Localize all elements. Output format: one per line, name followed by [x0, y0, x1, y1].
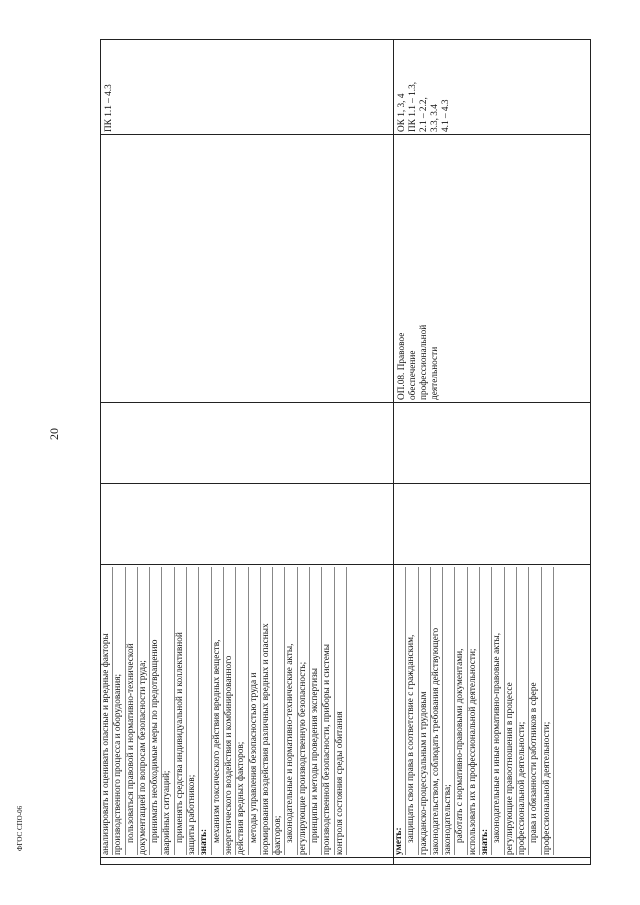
requirement-line: регулирующие производственную безопасность; [298, 567, 310, 855]
competence-codes-cell [394, 40, 591, 135]
requirement-line: профессиональной деятельности; [542, 567, 554, 855]
competence-codes [394, 42, 452, 132]
requirement-line: профессиональной деятельности; [517, 567, 529, 855]
footer-code: ФГОС СПО-06 [16, 805, 24, 851]
requirement-line: анализировать и оценивать опасные и вредные факторы [101, 567, 113, 855]
section-heading: уметь: [394, 567, 406, 855]
discipline-line: профессиональной [419, 324, 429, 400]
discipline-cell [101, 135, 394, 403]
requirement-line: энергетического воздействия и комбинированного [224, 567, 236, 855]
requirement-line: производственной безопасности, приборы и системы [322, 567, 334, 855]
discipline-line: деятельности [430, 346, 440, 400]
requirement-line: методы управления безопасностью труда и [249, 567, 261, 855]
section-heading: знать: [480, 567, 492, 855]
requirement-line: принимать необходимые меры по предотвращению [150, 567, 162, 855]
competence-code-line: ОК 1, 3, 4 [397, 93, 407, 132]
empty-cell [394, 484, 591, 565]
discipline-cell [394, 135, 591, 403]
requirement-line: защиты работников; [187, 567, 199, 855]
row-index-cell [101, 858, 394, 865]
requirement-line: нормирования воздействия различных вредных и опасных [261, 567, 273, 855]
empty-cell [101, 484, 394, 565]
requirements-cell [101, 565, 394, 858]
requirement-line: законодательные и нормативно-технические акты, [285, 567, 297, 855]
requirement-line: работать с нормативно-правовыми документами, [455, 567, 467, 855]
discipline-line: ОП.08. Правовое [397, 332, 407, 400]
requirement-line: использовать их в профессиональной деятельности; [468, 567, 480, 855]
requirement-line: документацией по вопросам безопасности труда; [138, 567, 150, 855]
competence-code-line: ПК 1.1 – 1.3, [408, 81, 418, 132]
page-number: 20 [47, 428, 61, 440]
requirement-line: пользоваться правовой и нормативно-технической [126, 567, 138, 855]
table-row [394, 40, 591, 865]
requirements-list [101, 567, 347, 855]
requirement-line: производственного процесса и оборудования; [113, 567, 125, 855]
requirement-line: действия вредных факторов; [236, 567, 248, 855]
competence-codes-cell [101, 40, 394, 135]
discipline-line: обеспечение [408, 350, 418, 400]
competence-code-line: 2.1 – 2.2, [419, 97, 429, 132]
requirement-line: аварийных ситуаций; [162, 567, 174, 855]
empty-cell [101, 403, 394, 484]
table-row [101, 40, 394, 865]
requirement-line: защищать свои права в соответствие с гражданским, [406, 567, 418, 855]
row-index-cell [394, 858, 591, 865]
competence-table [100, 39, 591, 865]
requirement-line: применять средства индивидуальной и коллективной [175, 567, 187, 855]
requirement-line: законодательные и иные нормативно-правовые акты, [492, 567, 504, 855]
empty-cell [394, 403, 591, 484]
requirements-list [394, 567, 554, 855]
requirement-line: принципы и методы проведения экспертизы [310, 567, 322, 855]
requirement-line: контроля состояния среды обитания [335, 567, 347, 855]
competence-codes: ПК 1.1 – 4.3 [104, 84, 114, 132]
requirements-cell [394, 565, 591, 858]
competence-code-line: 3.3, 3.4 [430, 104, 440, 132]
requirement-line: механизм токсического действия вредных веществ, [212, 567, 224, 855]
requirement-line: гражданско-процессуальным и трудовым [419, 567, 431, 855]
requirement-line: законодательством, соблюдать требования действующего [431, 567, 443, 855]
requirement-line: законодательства; [443, 567, 455, 855]
section-heading: знать: [199, 567, 211, 855]
competence-code-line: 4.1 – 4.3 [441, 99, 451, 132]
requirement-line: факторов; [273, 567, 285, 855]
rotated-table-container [100, 40, 590, 865]
requirement-line: права и обязанности работников в сфере [529, 567, 541, 855]
discipline-name [394, 137, 441, 400]
requirement-line: регулирующие правоотношения в процессе [505, 567, 517, 855]
